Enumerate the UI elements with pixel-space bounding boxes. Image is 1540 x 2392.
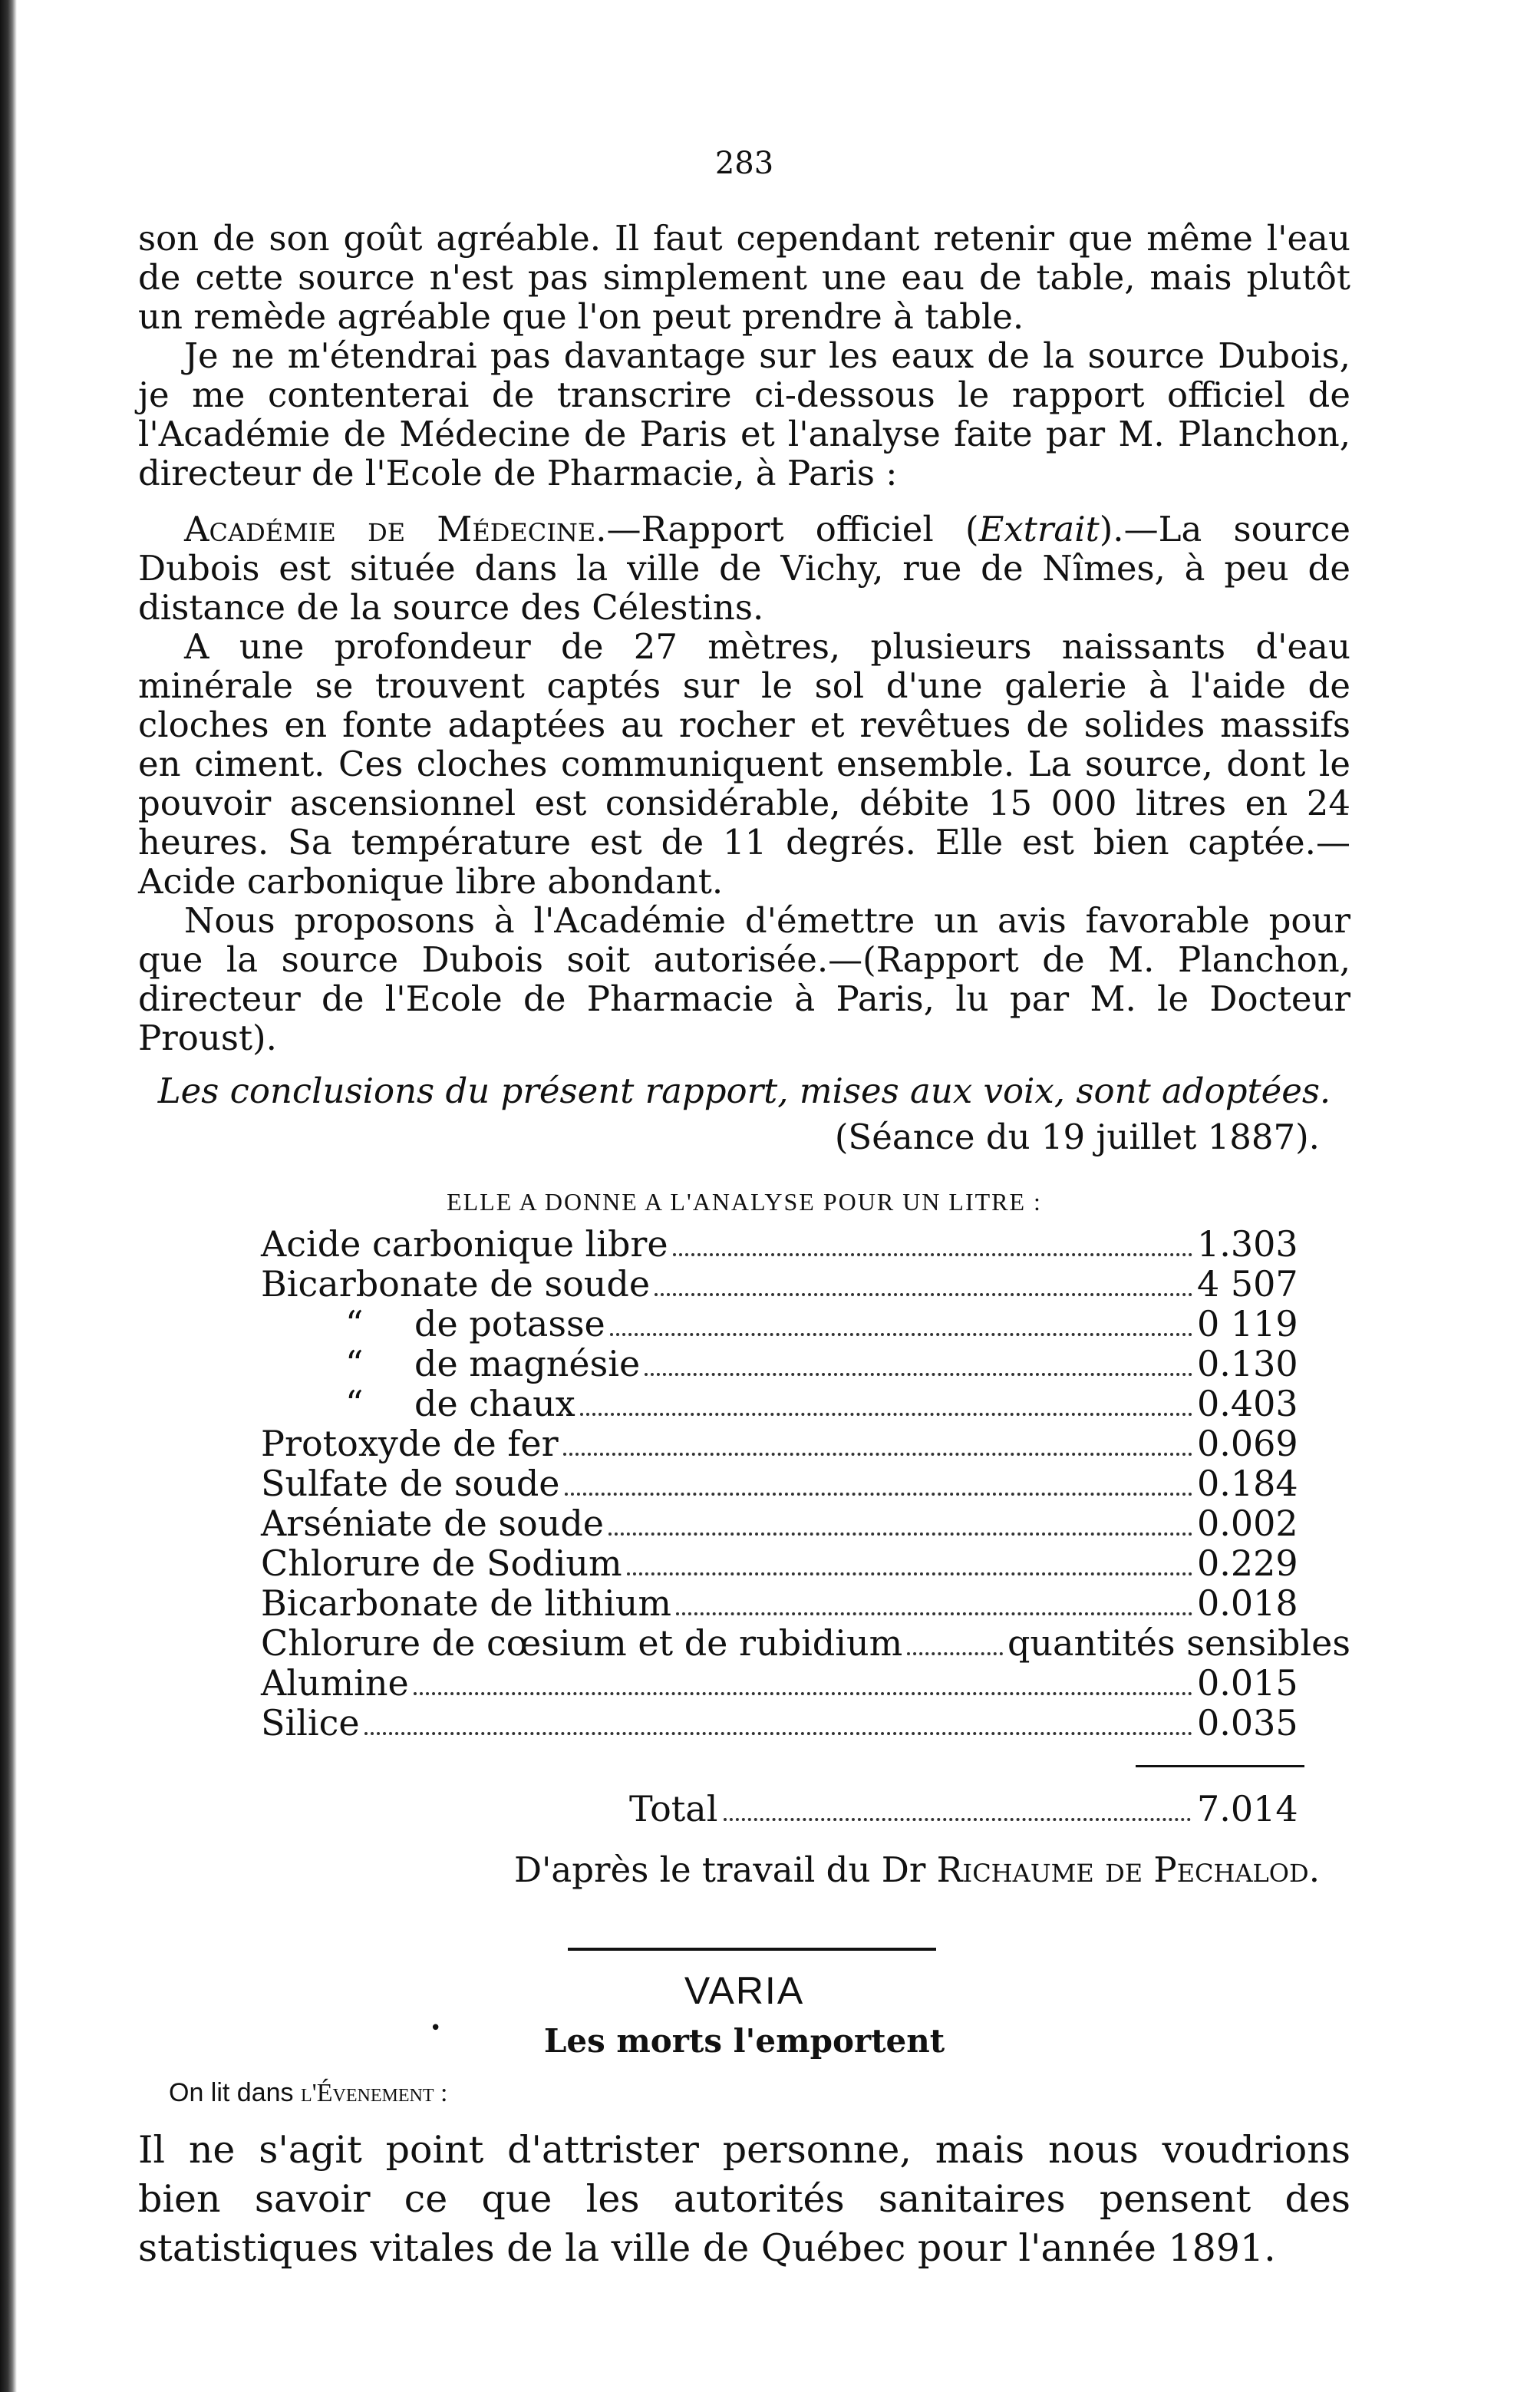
analysis-row (261, 1384, 1350, 1424)
analysis-row (261, 1424, 1350, 1463)
analysis-value: quantités sensibles (1007, 1622, 1350, 1664)
leader-dots (724, 1818, 1191, 1821)
analysis-value: 0.403 (1197, 1383, 1298, 1424)
analysis-label (261, 1543, 622, 1583)
analysis-label-text: de chaux (414, 1383, 575, 1424)
academie-rapport: —Rapport officiel ( (606, 509, 979, 549)
academie-paragraph (138, 510, 1350, 627)
analysis-label (261, 1463, 560, 1503)
analysis-label-text: Silice (261, 1702, 360, 1744)
page-number: 283 (714, 146, 774, 181)
analysis-value: 0.069 (1197, 1423, 1298, 1464)
analysis-label-text: de potasse (414, 1303, 605, 1344)
leader-dots (414, 1692, 1192, 1695)
academie-extrait: Extrait (978, 509, 1100, 549)
analysis-label (261, 1264, 650, 1304)
analysis-label (261, 1384, 575, 1424)
leader-dots (608, 1533, 1192, 1536)
analysis-label-text: Bicarbonate de soude (261, 1263, 651, 1305)
analysis-value: 0.015 (1197, 1662, 1298, 1704)
credit-prefix: D'après le travail du Dr (513, 1849, 937, 1890)
source-line (169, 2078, 447, 2108)
paragraph: Nous proposons à l'Académie d'émettre un avis favorable pour que la source Dubois soit autorisée.—(Rapport de M. Planchon, directeur de l'Ecole de Pharmacie à Paris, lu par M. le Docteur Proust). (138, 900, 1350, 1058)
analysis-label-text: Acide carbonique libre (261, 1223, 668, 1265)
ditto-mark: “ (345, 1303, 364, 1344)
analysis-heading: ELLE A DONNE A L'ANALYSE POUR UN LITRE : (447, 1188, 1042, 1216)
ditto-mark: “ (345, 1343, 364, 1384)
analysis-value: 0.035 (1197, 1702, 1298, 1744)
ditto-mark: “ (345, 1383, 364, 1424)
analysis-label (261, 1503, 604, 1543)
bullet-mark: • (430, 2017, 442, 2040)
analysis-label (261, 1663, 409, 1703)
leader-dots (907, 1652, 1003, 1655)
analysis-row (261, 1543, 1350, 1583)
analysis-row (261, 1224, 1350, 1264)
credit-line (138, 1849, 1320, 1890)
analysis-row (261, 1623, 1350, 1663)
analysis-label (261, 1344, 640, 1384)
article-title: Les morts l'emportent (543, 2022, 945, 2060)
analysis-label-text: Sulfate de soude (261, 1463, 560, 1504)
conclusion: Les conclusions du présent rapport, mises aux voix, sont adoptées. (157, 1071, 1331, 1111)
total-value: 7.014 (1197, 1788, 1298, 1829)
leader-dots (645, 1373, 1192, 1376)
analysis-row (261, 1663, 1350, 1703)
analysis-label (261, 1583, 671, 1623)
analysis-label-text: Alumine (261, 1662, 409, 1704)
leader-dots (627, 1572, 1192, 1575)
analysis-label-text: de magnésie (414, 1343, 641, 1384)
paragraph: Je ne m'étendrai pas davantage sur les eaux de la source Dubois, je me contenterai de transcrire ci-dessous le rapport officiel de l'Académie de Médecine de Paris et l'analyse faite par M. Planchon, directeur de l'Ecole de Pharmacie, à Paris : (138, 335, 1350, 493)
analysis-label-text: Arséniate de soude (261, 1503, 605, 1544)
analysis-value: 0.018 (1197, 1582, 1298, 1624)
leader-dots (364, 1732, 1192, 1735)
credit-name: Richaume de Pechalod. (936, 1849, 1320, 1890)
source-name: l'Évenement : (300, 2079, 448, 2107)
academie-rest: ).—La source Dubois est située dans la ville de Vichy, rue de Nîmes, à peu de distance de la source des Célestins. (138, 509, 1350, 628)
leader-dots (563, 1453, 1192, 1456)
analysis-label-text: Chlorure de cœsium et de rubidium (261, 1622, 903, 1664)
leader-dots (565, 1493, 1192, 1496)
paragraph: A une profondeur de 27 mètres, plusieurs naissants d'eau minérale se trouvent captés sur le sol d'une galerie à l'aide de cloches en fonte adaptées au rocher et revêtues de solides massifs en ciment. Ces cloches communiquent ensemble. La source, dont le pouvoir ascensionnel est considérable, débite 15 000 litres en 24 heures. Sa température est de 11 degrés. Elle est bien captée.—Acide carbonique libre abondant. (138, 626, 1350, 902)
section-title: VARIA (684, 1969, 805, 2012)
analysis-row (261, 1503, 1350, 1543)
total-row (629, 1788, 1320, 1829)
analysis-label-text: Chlorure de Sodium (261, 1542, 622, 1584)
total-rule (1136, 1765, 1304, 1767)
leader-dots (580, 1413, 1192, 1416)
analysis-row (261, 1463, 1350, 1503)
analysis-row (261, 1344, 1350, 1384)
leader-dots (676, 1612, 1192, 1615)
analysis-row (261, 1703, 1350, 1743)
closing-paragraph: Il ne s'agit point d'attrister personne, mais nous voudrions bien savoir ce que les autorités sanitaires pensent des statistiques vitales de la ville de Québec pour l'année 1891. (138, 2128, 1350, 2270)
analysis-label (261, 1623, 902, 1663)
leader-dots (610, 1333, 1192, 1336)
analysis-value: 0 119 (1197, 1303, 1298, 1344)
analysis-row (261, 1304, 1350, 1344)
analysis-value: 0.002 (1197, 1503, 1298, 1544)
analysis-row (261, 1264, 1350, 1304)
analysis-row (261, 1583, 1350, 1623)
paragraph: son de son goût agréable. Il faut cependant retenir que même l'eau de cette source n'est pas simplement une eau de table, mais plutôt un remède agréable que l'on peut prendre à table. (138, 218, 1350, 337)
section-separator (568, 1948, 936, 1951)
analysis-value: 1.303 (1197, 1223, 1298, 1265)
analysis-label (261, 1304, 605, 1344)
leader-dots (673, 1253, 1192, 1256)
analysis-value: 0.184 (1197, 1463, 1298, 1504)
analysis-value: 4 507 (1197, 1263, 1298, 1305)
book-binding-edge (0, 0, 17, 2392)
body-text (138, 219, 1350, 1057)
analysis-table (261, 1224, 1350, 1743)
analysis-value: 0.229 (1197, 1542, 1298, 1584)
analysis-label-text: Protoxyde de fer (261, 1423, 559, 1464)
analysis-label (261, 1424, 559, 1463)
source-prefix: On lit dans (169, 2078, 301, 2107)
analysis-label-text: Bicarbonate de lithium (261, 1582, 671, 1624)
analysis-label (261, 1703, 360, 1743)
academie-heading: Académie de Médecine. (184, 509, 607, 549)
total-label: Total (629, 1788, 718, 1829)
leader-dots (655, 1293, 1192, 1296)
analysis-value: 0.130 (1197, 1343, 1298, 1384)
seance-date: (Séance du 19 juillet 1887). (834, 1117, 1320, 1157)
analysis-label (261, 1224, 668, 1264)
